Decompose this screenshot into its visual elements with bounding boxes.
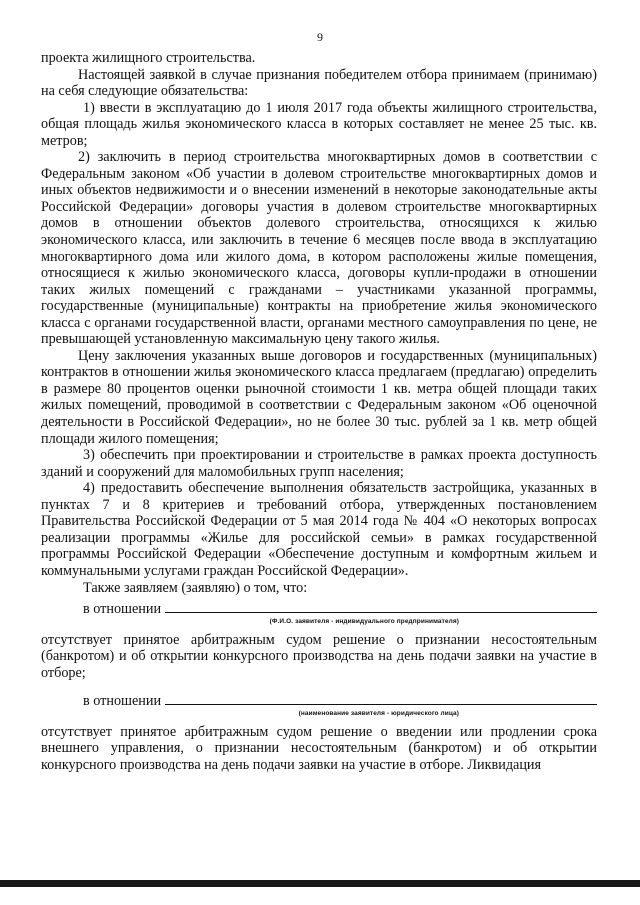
fill-field-individual[interactable] bbox=[41, 597, 597, 618]
fill-field-label: в отношении bbox=[83, 693, 162, 710]
fill-field-hint: (наименование заявителя - юридического лица) bbox=[298, 709, 459, 717]
fill-field-label: в отношении bbox=[83, 601, 162, 618]
scan-bottom-edge bbox=[0, 880, 640, 887]
paragraph-continuation: проекта жилищного строительства. bbox=[41, 50, 256, 66]
fill-field-line[interactable] bbox=[165, 597, 597, 613]
paragraph-no-external-management: отсутствует принятое арбитражным судом решение о введении или продлении срока внешнего управления, о признании несостоятельным (банкротом) и об открытии конкурсного производства на день подачи заявки на участие в отборе. Ликвидация bbox=[41, 723, 597, 773]
paragraph-obligation-4: 4) предоставить обеспечение выполнения обязательств застройщика, указанных в пунктах 7 и 8 критериев и требований отбора, утвержденных постановлением Правительства Российской Федерации от 5 мая 2014 года № 404 «О некоторых вопросах реализации программы «Жилье для российской семьи» в рамках государственной программы Российской Федерации «Обеспечение доступным и комфортным жильем и коммунальными услугами граждан Российской Федерации». bbox=[41, 480, 597, 579]
fill-field-hint: (Ф.И.О. заявителя - индивидуального предпринимателя) bbox=[269, 617, 459, 625]
page-number: 9 bbox=[317, 30, 323, 44]
fill-field-legal-entity[interactable] bbox=[41, 689, 597, 710]
document-body bbox=[41, 50, 597, 773]
fill-field-line[interactable] bbox=[165, 689, 597, 705]
paragraph-declaration-intro: Также заявляем (заявляю) о том, что: bbox=[83, 579, 308, 596]
paragraph-obligations-intro: Настоящей заявкой в случае признания победителем отбора принимаем (принимаю) на себя следующие обязательства: bbox=[41, 66, 597, 100]
paragraph-no-bankruptcy-decision: отсутствует принятое арбитражным судом решение о признании несостоятельным (банкротом) и об открытии конкурсного производства на день подачи заявки на участие в отборе; bbox=[41, 631, 597, 681]
paragraph-contract-price: Цену заключения указанных выше договоров и государственных (муниципальных) контрактов в отношении жилья экономического класса предлагаем (предлагаю) определить в размере 80 процентов оценки рыночной стоимости 1 кв. метра общей площади таких жилых помещений, проводимой в соответствии с Федеральным законом «Об оценочной деятельности в Российской Федерации», но не более 30 тыс. рублей за 1 кв. метр общей площади жилого помещения; bbox=[41, 347, 597, 447]
paragraph-obligation-3: 3) обеспечить при проектировании и строительстве в рамках проекта доступность зданий и сооружений для маломобильных групп населения; bbox=[41, 447, 597, 480]
paragraph-obligation-2: 2) заключить в период строительства многоквартирных домов в соответствии с Федеральным законом «Об участии в долевом строительстве многоквартирных домов и иных объектов недвижимости и о внесении изменений в некоторые законодательные акты Российской Федерации» договоры участия в долевом строительстве многоквартирных домов в отношении объектов долевого строительства, относящихся к жилью экономического класса, или заключить в течение 6 месяцев после ввода в эксплуатацию многоквартирного дома или жилого дома, в котором расположены жилые помещения, относящиеся к жилью экономического класса, договоры купли-продажи в отношении таких жилых помещений с гражданами – участниками указанной программы, государственные (муниципальные) контракты на приобретение жилья экономического класса с органами государственной власти, органами местного самоуправления по цене, не превышающей установленную максимальную цену такого жилья. bbox=[41, 149, 597, 348]
paragraph-obligation-1: 1) ввести в эксплуатацию до 1 июля 2017 года объекты жилищного строительства, общая площадь жилья экономического класса в которых составляет не менее 25 тыс. кв. метров; bbox=[41, 99, 597, 149]
